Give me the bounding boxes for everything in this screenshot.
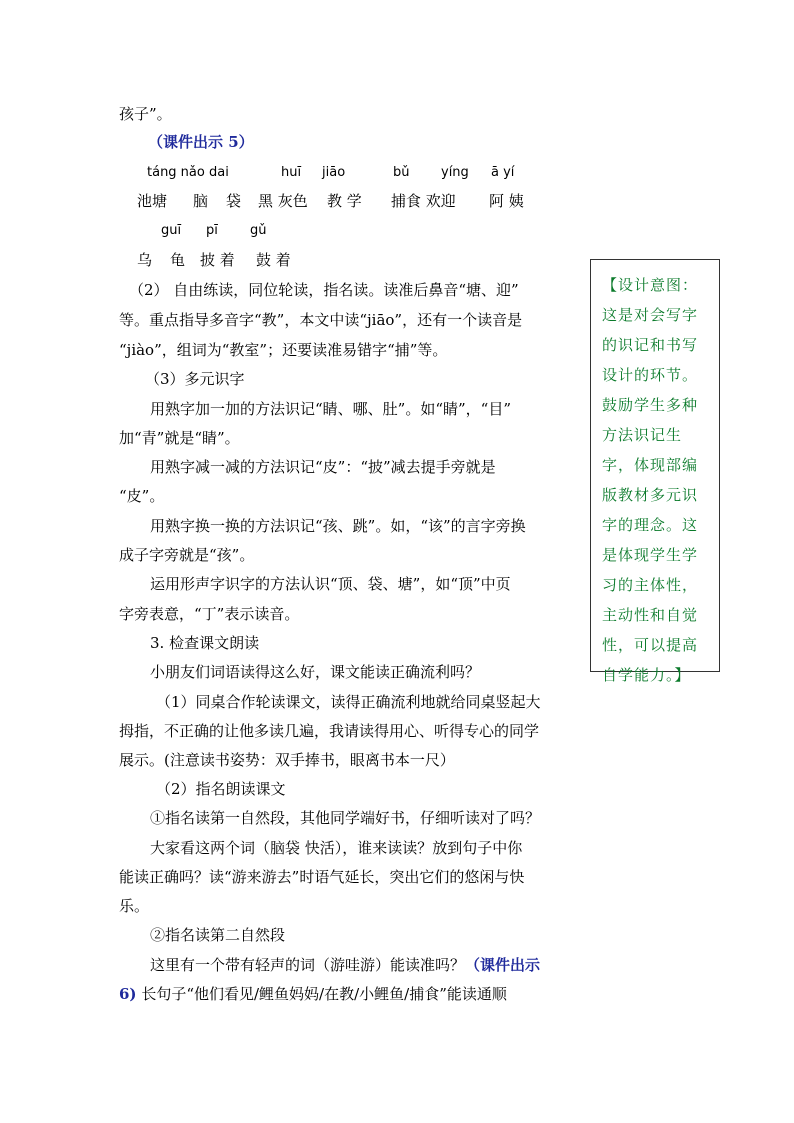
text-line: 用熟字减一减的方法识记“皮”：“披”减去提手旁就是	[150, 458, 496, 476]
text-line: （2） 自由练读，同位轮读，指名读。读准后鼻音“塘、迎”	[129, 281, 519, 299]
vocab-chars: 捕食 欢迎	[391, 192, 456, 210]
text-line	[119, 983, 507, 1005]
courseware-label: （课件出示 5）	[148, 133, 254, 151]
text-line: 运用形声字识字的方法认识“顶、袋、塘”，如“顶”中页	[150, 575, 511, 593]
courseware-label: 6)	[119, 985, 137, 1003]
vocab-chars: 池塘	[137, 192, 168, 210]
vocab-chars: 教 学	[327, 192, 362, 210]
text-line: 小朋友们词语读得这么好，课文能读正确流利吗？	[150, 663, 481, 681]
text-segment: 长句子“他们看见/鲤鱼妈妈/在教/小鲤鱼/捕食”能读通顺	[136, 985, 507, 1003]
courseware-label: （课件出示	[465, 956, 541, 974]
text-line: 能读正确吗？读“游来游去”时语气延长，突出它们的悠闲与快	[119, 868, 525, 886]
text-line	[150, 954, 540, 976]
text-line: （1）同桌合作轮读课文，读得正确流利地就给同桌竖起大	[156, 693, 541, 711]
text-line: 乐。	[119, 897, 150, 915]
text-line: 大家看这两个词（脑袋 快活），谁来读读？放到句子中你	[150, 839, 523, 857]
vocab-chars: 乌	[137, 251, 153, 269]
text-line: （3）多元识字	[145, 370, 245, 388]
pinyin: táng nǎo dai	[147, 165, 229, 180]
text-line: 用熟字加一加的方法识记“睛、哪、肚”。如“睛”，“目”	[150, 400, 512, 418]
text-line: 展示。(注意读书姿势：双手捧书，眼离书本一尺）	[119, 751, 455, 769]
vocab-chars: 阿 姨	[489, 192, 524, 210]
pinyin: gǔ	[250, 223, 267, 238]
vocab-chars: 脑	[193, 192, 209, 210]
text-line: ②指名读第二自然段	[150, 926, 286, 944]
section-heading: 3. 检查课文朗读	[150, 634, 260, 652]
text-line: （2）指名朗读课文	[156, 780, 286, 798]
text-line: 用熟字换一换的方法识记“孩、跳”。如，“该”的言字旁换	[150, 517, 526, 535]
pinyin: pī	[206, 223, 218, 238]
text-line: 字旁表意，“丁”表示读音。	[119, 605, 300, 623]
text-line: 拇指，不正确的让他多读几遍，我请读得用心、听得专心的同学	[119, 722, 540, 740]
design-note-box	[590, 259, 720, 684]
pinyin: ā yí	[491, 165, 515, 180]
pinyin: yíng	[441, 165, 469, 180]
text-line: 孩子”。	[119, 105, 172, 123]
text-line: 加“青”就是“睛”。	[119, 429, 240, 447]
text-line: 成子字旁就是“孩”。	[119, 546, 255, 564]
pinyin: huī	[281, 165, 302, 180]
design-note-text: 【设计意图：这是对会写字的识记和书写设计的环节。鼓励学生多种方法识记生字，体现部编版教材多元识字的理念。这是体现学生学习的主体性，主动性和自觉性，可以提高自学能力。】	[602, 276, 699, 684]
pinyin: bǔ	[393, 165, 410, 180]
text-line: 等。重点指导多音字“教”，本文中读“jiāo”，还有一个读音是	[119, 311, 523, 329]
vocab-chars: 鼓 着	[256, 251, 291, 269]
pinyin: jiāo	[322, 165, 346, 180]
vocab-chars: 披 着	[200, 251, 235, 269]
vocab-chars: 袋	[226, 192, 242, 210]
pinyin: guī	[161, 223, 182, 238]
text-line: ①指名读第一自然段，其他同学端好书，仔细听读对了吗？	[150, 809, 541, 827]
vocab-chars: 龟	[170, 251, 186, 269]
text-line: “jiào”，组词为“教室”；还要读准易错字“捕”等。	[119, 341, 448, 359]
text-segment: 这里有一个带有轻声的词（游哇游）能读准吗？	[150, 956, 466, 974]
text-line: “皮”。	[119, 487, 165, 505]
vocab-chars: 黑 灰色	[258, 192, 308, 210]
